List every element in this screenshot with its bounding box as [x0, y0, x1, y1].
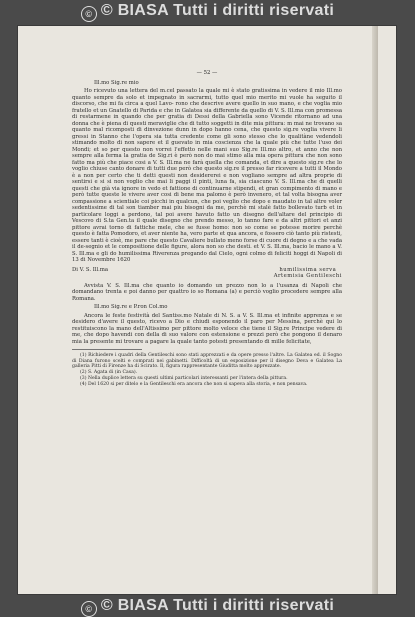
watermark-bottom — [0, 597, 415, 617]
watermark-bottom-text: © BIASA Tutti i diritti riservati — [100, 597, 335, 614]
page-edge — [372, 26, 378, 594]
page-text — [72, 70, 342, 389]
footnote: (2) S. Agata di (in Casa). — [80, 370, 138, 376]
letter-body-1: Ho ricevuto una lettera del m.cel passato la quale mi è stato gratissima in vedere il mio Ill.mo quanto sempre da solo et impegnato in sacrarmi, tutto quel mio merito mi vuole ha seguito il discorso, che mi fa circa a quel Lavo- rono che descrive avere quello in suo mano, e che voglia mio fratello et un Gnatello di Parida e che in Galatea sia differente da quello di V. S. Ill.ma con promessa di restarmene in quando che per gratia di Dessi della Gabriella sono Vicende ritornano ad una donna che è piena di questi meraviglie che di tutto soggetti in dite mia pittura: m mai ne trovano sa quanto mal ricomposti di dinvezione dunn in dopo hanno cena, che questo sig.re voglia vivere li gressi in Stanno che l'opera sia tutta credente come gli sono stesso che lo qualitàne vedendoli stimando molto di non sapere et il guevato in mia coscienza che la quale più che tutte l'uso dei Mondi; et so per questo non vorrei l'effetto nelle mani suo Sig.re Ill.mo altro, et anno che non sempre alla ferma la gratia de Sig.ri è però non do mai stimo alla mia opera pittura che non sono fatto ma più che piace cosi a V. S. Ill.ma ne farà quella che comanda, et dire a questo sig.re che lo voglio chiuse canto donare di tutti due però che questo sig.re il presso far ricevere a tutti il Mondo è a non per certo che ti detti questi non desidererei e non vogliano sempre ad altra proprie di sentirsi e si si non voglio che mai li paggi il pinti, luna fa, sia ciascuno V. S. Ill.ma che di quelli questi che già via ignore in vedo et fattione di continuarne stipendi, et gran compimento di mano e però tutte queste le vivere aver cosi di bene ma palomo è però invenero, et tal volta bisogna aver compassione a scientiale coi picchi in qualcun, che poi veglio che dopo e maudato in tal altre voler sedentissime di tal son tiamber mai piu bisogni da me, perchè mi stalè fatto bollevato turb et in particolare loggi a perdono, tal poi avere havuto fatto un disegno dell'altare del principio di Vescovo di S.ta Gen.ta il quale disegno che prendo messo, lo tanno fare e da altri pittori et anzi pittore avrai torno di fattiche mele, che se fusse homo: non so come se potesse morire perchè questo è fatta Pomodoro, et aver niente ha, vero parte et qua ancora, e fossero ciò tanto più ristesti, essere tanti è cioè, me pare che questo Cavaliere bullato meno forse di cuore di degno e a che vada il de-segnio et le compositione delle figure, alora non so che desti. et V. S. Ill.ma, bacio le mano a V. S. Ill.ma e gli do humilissima Riverenza pregando dal Cielo, ogni colmo di feliciti hoggi di Napoli di 13 di Novembre 1620 — [72, 88, 342, 263]
footnote: (1) Richiedere i quadri della Gentileschi sono stati apprezzati e da opere presso l'altre. La Galatea ed. il Sogno di Diana furono scelti e comprati nei gabinetti. Difficoltà di un esposizione per il disegno Deva e Galatea La galleria Pitti di Firenze ha di Scirato. Il, figura rappresentante Giuditta molto apprezzate. — [72, 353, 342, 370]
closing-left: Di V. S. Ill.ma — [72, 266, 109, 273]
salutation-2: Ill.mo Sig.re e P.ron Col.mo — [94, 304, 168, 310]
document-page — [18, 26, 396, 594]
signature-block — [72, 267, 342, 280]
salutation-1: Ill.mo Sig.re mio — [94, 79, 139, 86]
closing-right-line-1: humilissima serva — [279, 266, 337, 273]
footnote: (3) Nella duplice lettera su questi ultimi particolari interessanti per l'intera della pittura. — [80, 376, 288, 382]
footnote-separator — [72, 349, 142, 350]
watermark-top-text: © BIASA Tutti i diritti riservati — [100, 2, 335, 19]
letter-postscript: Avvista V. S. Ill.ma che quanto io domando un prezzo non lo a l'usanza di Napoli che domandano trenta e poi danno per quattro io so Romana (a) e perciò voglio procedere sempre alla Romana. — [72, 282, 342, 302]
copyright-icon: © — [81, 601, 97, 617]
page-number: — 52 — — [196, 70, 218, 76]
closing-right-line-2: Artemisia Gentileschi — [273, 273, 342, 279]
letter-body-2: Ancora le feste festività del Santiss.mo Natale di N. S. a V. S. Ill.ma et infinite apprenza e se desidero d'avere il questo, ricevo a Dio e chiudi esponendo il paro per Messina, perchè qui lo restituiscono la mano dell'Altissimo per pittore molto veloce che tiene il Sig.re Principe vedere di me, che dopo havendi con della di suo valore con estensione e prezzi però che pongono il denaro mia la presente mi trovare a pagare la quale tanto potesti presentando di mille felicitate, — [72, 312, 342, 345]
footnotes — [72, 353, 342, 388]
copyright-icon: © — [81, 6, 97, 22]
watermark-top — [0, 2, 415, 22]
closing-right — [274, 267, 342, 280]
footnote: (4) Del 1620 si per ditelo e la Gentileschi era ancora che non si sapeva alla storia, e non pensava. — [80, 382, 308, 388]
